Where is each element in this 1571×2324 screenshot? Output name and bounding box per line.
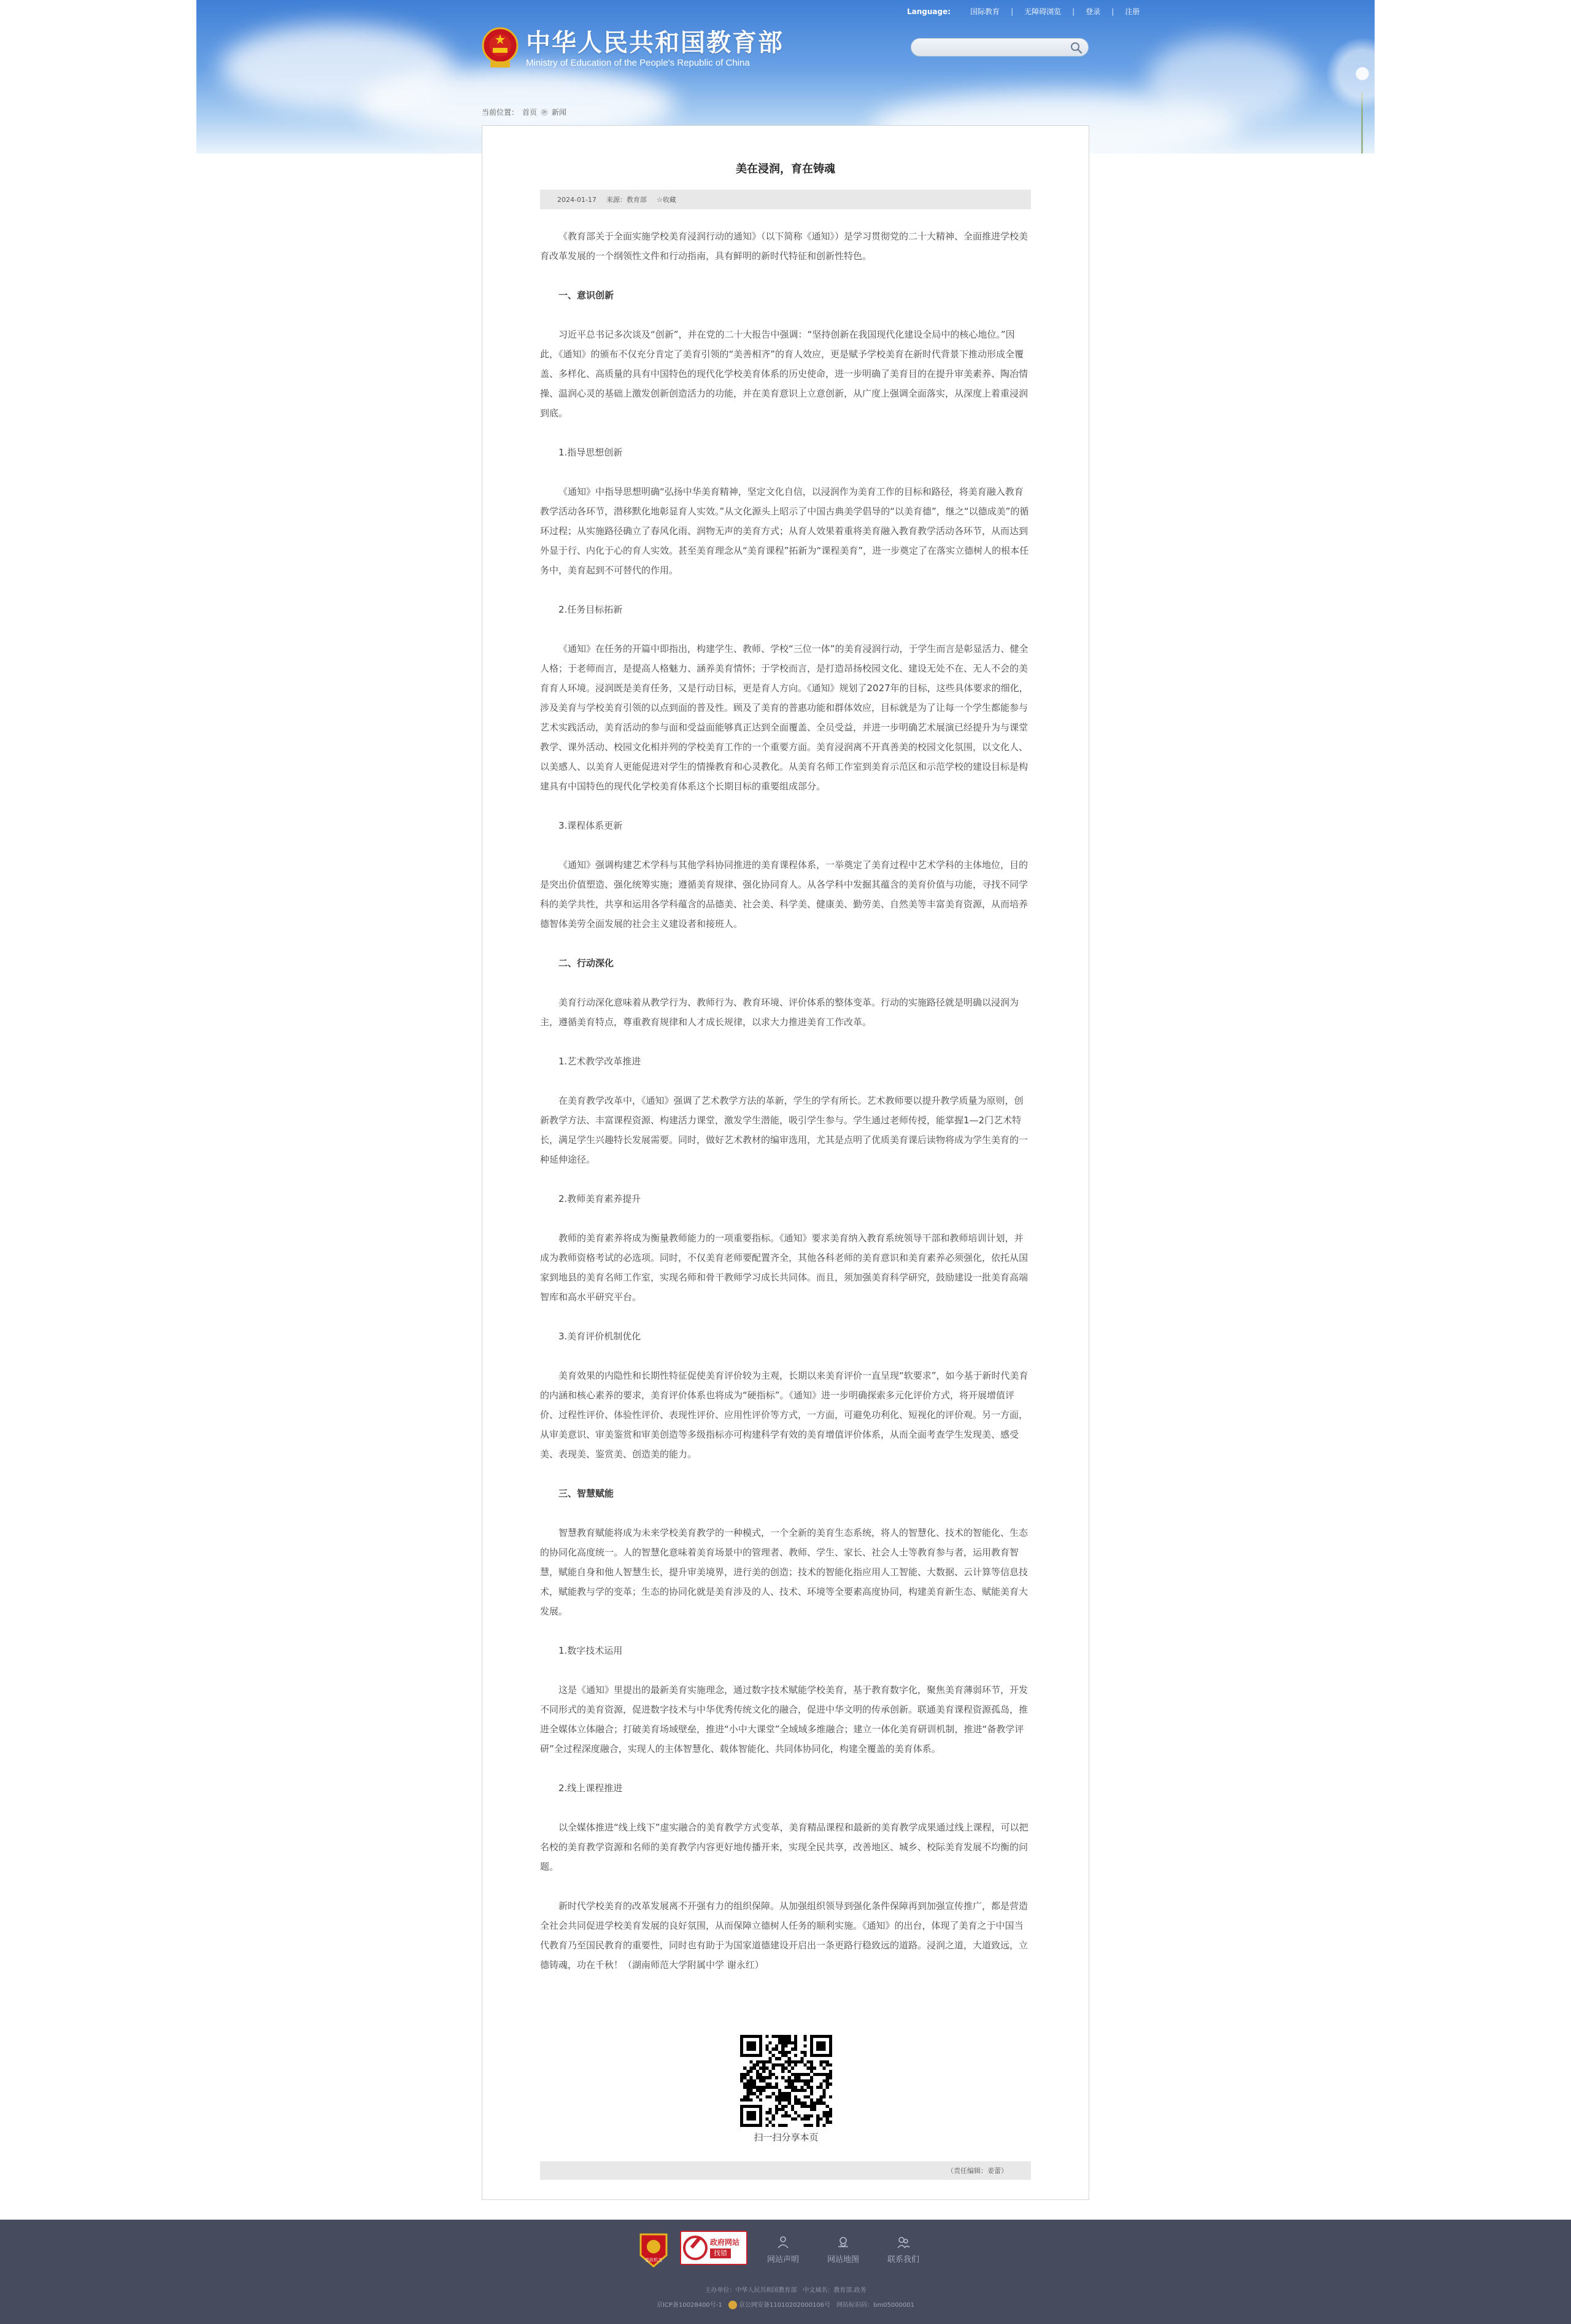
- article-paragraph: 美育行动深化意味着从教学行为、教师行为、教育环境、评价体系的整体变革。行动的实施路径就是明确以浸润为主，遵循美育特点，尊重教育规律和人才成长规律，以求大力推进美育工作改革。: [540, 997, 1019, 1028]
- article-date: 2024-01-17: [557, 195, 596, 204]
- footer-link-contact[interactable]: [879, 2231, 928, 2264]
- footer-link-label: 网站地图: [827, 2255, 859, 2264]
- nav-separator: |: [1072, 7, 1075, 16]
- footer-link-sitemap[interactable]: [819, 2231, 868, 2264]
- footer-police-record[interactable]: 京公网安备11010202000106号: [738, 2302, 831, 2309]
- party-badge-icon[interactable]: [638, 2231, 669, 2269]
- national-emblem-icon: [482, 26, 519, 71]
- sitemap-icon: [836, 2236, 850, 2249]
- qr-code: [740, 2035, 832, 2127]
- footer-icp[interactable]: 京ICP备10028400号-1: [656, 2302, 722, 2309]
- article-paragraph: 美育效果的内隐性和长期性特征促使美育评价较为主观，长期以来美育评价一直呈现“软要求”，如今基于新时代美育的内涵和核心素养的要求，美育评价体系也将成为“硬指标”。《通知》进一步明确探索多元化评价方式，将开展增值评价、过程性评价、体验性评价、表现性评价、应用性评价等方式，一方面，可避免功利化、短视化的评价观。另一方面，从审美意识、审美鉴赏和审美创造等多级指标亦可构建科学有效的美育增值评价体系，从而全面考查学生发现美、感受美、表现美、鉴赏美、创造美的能力。: [540, 1370, 1029, 1460]
- gov-error-report-badge[interactable]: [680, 2231, 747, 2265]
- article-paragraph: 智慧教育赋能将成为未来学校美育教学的一种模式，一个全新的美育生态系统，将人的智慧化、技术的智能化、生态的协同化高度统一。人的智慧化意味着美育场景中的管理者、教师、学生、家长、社会人士等教育参与者，运用教育智慧，赋能自身和他人智慧生长，提升审美境界，进行美的创造；技术的智能化指应用人工智能、大数据、云计算等信息技术，赋能教与学的变革；生态的协同化就是美育涉及的人、技术、环境等全要素高度协同，构建美育新生态、赋能美育大发展。: [540, 1527, 1029, 1617]
- page-footer: [0, 2220, 1571, 2324]
- article-source: 来源：教育部: [606, 196, 647, 204]
- favorite-label: 收藏: [662, 196, 676, 204]
- article-section-heading: 一、意识创新: [558, 290, 614, 301]
- article-paragraph: 《通知》在任务的开篇中即指出，构建学生、教师、学校“三位一体”的美育浸润行动，于学生而言是彰显活力、健全人格；于老师而言，是提高人格魅力、涵养美育情怀；于学校而言，是打造昂扬校园文化、建设无处不在、无人不会的美育育人环境。浸润既是美育任务，又是行动目标，更是育人方向。《通知》规划了2027年的目标，这些具体要求的细化，涉及美育与学校美育引领的以点到面的普及性。顾及了美育的普惠功能和群体效应，目标就是为了让每一个学生都能参与艺术实践活动，美育活动的参与面和受益面能够真正达到全面覆盖、全员受益，并进一步明确艺术展演已经提升为与课堂教学、课外活动、校园文化相并列的学校美育工作的一个重要方面。美育浸润离不开真善美的校园文化氛围，以文化人、以美感人、以美育人更能促进对学生的情操教育和心灵教化。从美育名师工作室到美育示范区和示范学校的建设目标是构建具有中国特色的现代化学校美育体系这个长期目标的重要组成部分。: [540, 643, 1029, 792]
- breadcrumb: [482, 107, 566, 117]
- share-qr-section: [740, 2035, 832, 2144]
- article-paragraph: 教师的美育素养将成为衡量教师能力的一项重要指标。《通知》要求美育纳入教育系统领导干部和教师培训计划，并成为教师资格考试的必选项。同时，不仅美育老师要配置齐全，其他各科老师的美育意识和美育素养必须强化，依托从国家到地县的美育名师工作室，实现名师和骨干教师学习成长共同体。而且，须加强美育科学研究，鼓励建设一批美育高端智库和高水平研究平台。: [540, 1233, 1029, 1303]
- article-subheading: 1.数字技术运用: [558, 1645, 623, 1656]
- gov-badge-line1: 政府网站: [710, 2238, 740, 2247]
- contact-icon: [897, 2236, 910, 2249]
- breadcrumb-prefix: 当前位置：: [482, 108, 519, 117]
- site-title-en: Ministry of Education of the People's Republic of China: [526, 58, 750, 68]
- breadcrumb-arrow-icon: >: [541, 109, 548, 116]
- dandelion-decoration: [1326, 37, 1375, 110]
- nav-link-login[interactable]: 登录: [1086, 7, 1101, 16]
- article-subheading: 3.美育评价机制优化: [558, 1331, 641, 1342]
- footer-info-line1: 主办单位：中华人民共和国教育部 中文域名：教育部.政务: [704, 2287, 867, 2294]
- search-icon[interactable]: [1070, 41, 1083, 55]
- article-paragraph: 《通知》中指导思想明确“弘扬中华美育精神，坚定文化自信，以浸润作为美育工作的目标和路径，将美育融入教育教学活动各环节，潜移默化地彰显育人实效。”从文化源头上昭示了中国古典美学倡导的“以美育德”，继之“以德成美”的循环过程；从实施路径确立了春风化雨、润物无声的美育方式；从育人效果着重将美育融入教育教学活动各环节，从而达到外显于行、内化于心的育人实效。甚至美育理念从“美育课程”拓新为“课程美育”，进一步奠定了在落实立德树人的根本任务中，美育起到不可替代的作用。: [540, 486, 1029, 576]
- article-body: [540, 227, 1031, 1994]
- article-meta-bar: [540, 190, 1031, 209]
- footer-link-statement[interactable]: [758, 2231, 808, 2264]
- article-section-heading: 三、智慧赋能: [558, 1488, 614, 1499]
- police-badge-icon: [728, 2301, 737, 2309]
- article-subheading: 2.任务目标拓新: [558, 604, 623, 615]
- statement-icon: [776, 2236, 790, 2249]
- article-paragraph: 《教育部关于全面实施学校美育浸润行动的通知》（以下简称《通知》）是学习贯彻党的二十大精神、全面推进学校美育改革发展的一个纲领性文件和行动指南，具有鲜明的新时代特征和创新性特色。: [540, 231, 1029, 261]
- article-container: [482, 125, 1089, 2200]
- nav-separator: |: [1011, 7, 1014, 16]
- nav-link-accessibility[interactable]: 无障碍浏览: [1024, 7, 1062, 16]
- article-title: 美在浸润，育在铸魂: [736, 163, 835, 176]
- nav-link-international[interactable]: 国际教育: [970, 7, 1000, 16]
- qr-caption: 扫一扫分享本页: [754, 2132, 819, 2143]
- footer-link-label: 网站声明: [766, 2255, 799, 2264]
- gov-badge-emblem-icon: [683, 2236, 708, 2260]
- editor-label: （责任编辑：姜蕾）: [947, 2167, 1008, 2175]
- party-badge-label: 党政机关: [645, 2258, 662, 2263]
- favorite-button[interactable]: [657, 195, 676, 204]
- article-subheading: 3.课程体系更新: [558, 820, 623, 831]
- star-icon: ☆: [656, 196, 663, 204]
- cloud-decoration: [1148, 37, 1307, 123]
- site-logo[interactable]: [482, 26, 784, 71]
- article-subheading: 2.线上课程推进: [558, 1783, 623, 1794]
- article-paragraph: 《通知》强调构建艺术学科与其他学科协同推进的美育课程体系，一举奠定了美育过程中艺术学科的主体地位，目的是突出价值塑造、强化统筹实施；遵循美育规律、强化协同育人。从各学科中发掘其蕴含的美育价值与功能，寻找不同学科的美学共性，共享和运用各学科蕴含的品德美、社会美、科学美、健康美、勤劳美、自然美等丰富美育资源，从而培养德智体美劳全面发展的社会主义建设者和接班人。: [540, 859, 1029, 929]
- footer-link-label: 联系我们: [887, 2255, 919, 2264]
- nav-separator: |: [1111, 7, 1114, 16]
- article-paragraph: 习近平总书记多次谈及“创新”，并在党的二十大报告中强调：“坚持创新在我国现代化建设全局中的核心地位。”因此，《通知》的颁布不仅充分肯定了美育引领的“美善相齐”的育人效应，更是赋予学校美育在新时代背景下推动形成全覆盖、多样化、高质量的具有中国特色的现代化学校美育体系的历史使命，进一步明确了美育目的在提升审美素养、陶冶情操、温润心灵的基础上激发创新创造活力的功能，并在美育意识上立意创新，从广度上强调全面落实，从深度上着重浸润到底。: [540, 329, 1029, 419]
- footer-site-code: 网站标识码：bm05000001: [836, 2302, 915, 2309]
- site-title-cn: 中华人民共和国教育部: [526, 28, 784, 57]
- gov-badge-line2: 找错: [710, 2248, 731, 2258]
- article-paragraph: 以全媒体推进“线上线下”虚实融合的美育教学方式变革，美育精品课程和最新的美育教学成果通过线上课程，可以把名校的美育教学资源和名师的美育教学内容更好地传播开来，实现全民共享，改善地区、城乡、校际美育发展不均衡的问题。: [540, 1822, 1029, 1872]
- article-paragraph: 在美育教学改革中，《通知》强调了艺术教学方法的革新，学生的学有所长。艺术教师要以提升教学质量为原则，创新教学方法、丰富课程资源、构建活力课堂，激发学生潜能，吸引学生参与。学生通过老师传授，能掌握1—2门艺术特长，满足学生兴趣特长发展需要。同时，做好艺术教材的编审选用，尤其是点明了优质美育课后读物将成为学生美育的一种延伸途径。: [540, 1095, 1029, 1165]
- top-navigation: [907, 6, 1140, 17]
- article-subheading: 1.指导思想创新: [558, 447, 623, 458]
- article-subheading: 1.艺术教学改革推进: [558, 1056, 641, 1067]
- article-subheading: 2.教师美育素养提升: [558, 1193, 641, 1204]
- nav-link-register[interactable]: 注册: [1125, 7, 1140, 16]
- search-input[interactable]: [919, 41, 1066, 55]
- article-section-heading: 二、行动深化: [558, 958, 614, 969]
- footer-info: [0, 2283, 1571, 2313]
- language-selector[interactable]: Language:: [907, 7, 951, 16]
- search-box: [911, 38, 1089, 56]
- editor-bar: [540, 2161, 1031, 2180]
- breadcrumb-news[interactable]: 新闻: [552, 108, 567, 117]
- footer-icons: [638, 2231, 928, 2269]
- breadcrumb-home[interactable]: 首页: [522, 108, 538, 117]
- article-paragraph: 新时代学校美育的改革发展离不开强有力的组织保障。从加强组织领导到强化条件保障再到加强宣传推广，都是营造全社会共同促进学校美育发展的良好氛围，从而保障立德树人任务的顺利实施。《通知》的出台，体现了美育之于中国当代教育乃至国民教育的重要性，同时也有助于为国家道德建设开启出一条更路行稳致远的道路。浸润之道，大道致远，立德铸魂，功在千秋！（湖南师范大学附属中学 谢永红）: [540, 1900, 1029, 1970]
- article-paragraph: 这是《通知》里提出的最新美育实施理念，通过数字技术赋能学校美育，基于教育数字化，聚焦美育薄弱环节，开发不同形式的美育资源，促进数字技术与中华优秀传统文化的融合，促进中华文明的传承创新。联通美育课程资源孤岛，推进全媒体立体融合；打破美育场域壁垒，推进“小中大课堂”全域域多维融合；建立一体化美育研训机制，推进“备教学评研”全过程深度融合，实现人的主体智慧化、载体智能化、共同体协同化，构建全覆盖的美育体系。: [540, 1684, 1029, 1754]
